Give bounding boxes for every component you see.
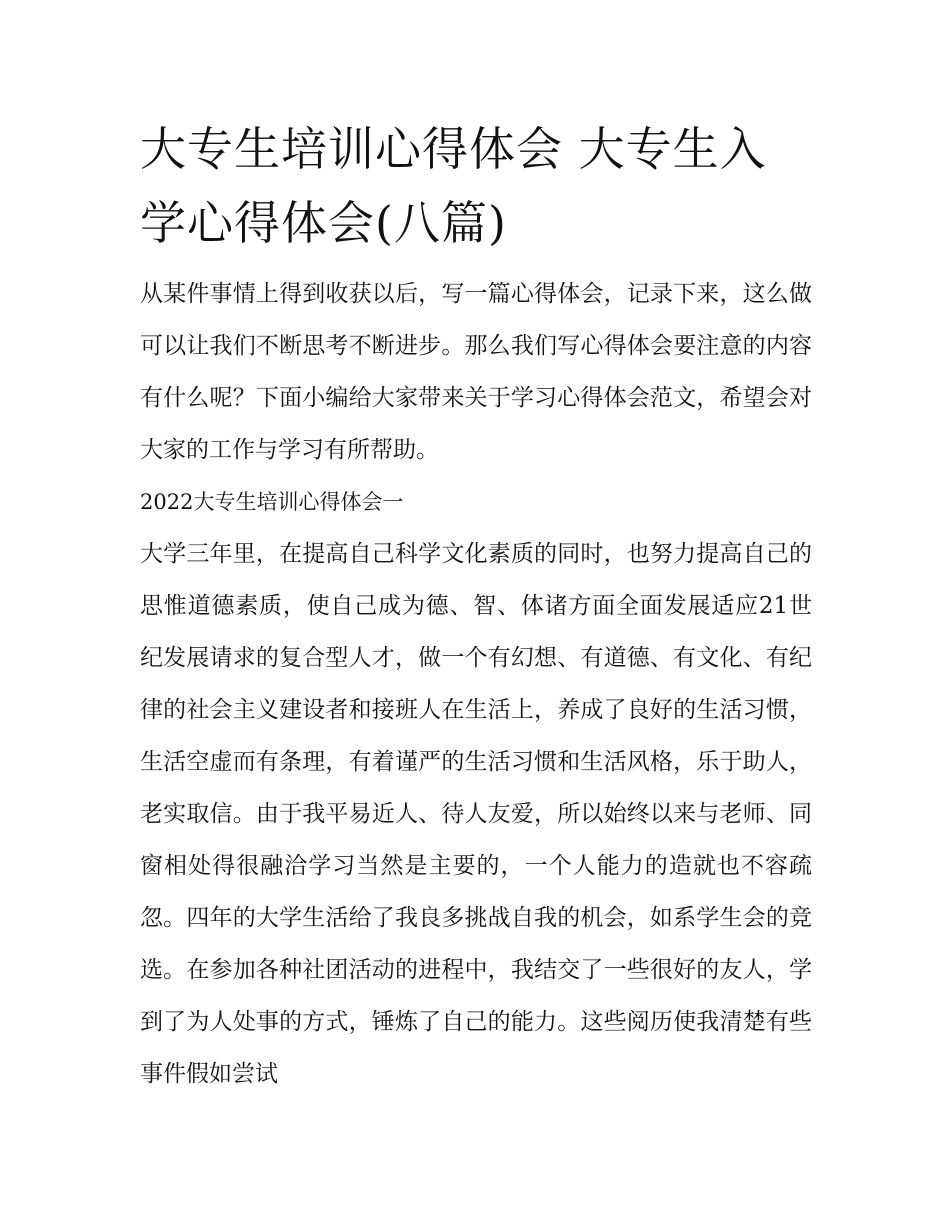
document-page bbox=[140, 112, 812, 1100]
section-heading: 2022大专生培训心得体会一 bbox=[140, 490, 404, 514]
intro-paragraph: 从某件事情上得到收获以后，写一篇心得体会，记录下来，这么做可以让我们不断思考不断进步。那么我们写心得体会要注意的内容有什么呢？下面小编给大家带来关于学习心得体会范文，希望会对大家的工作与学习有所帮助。 bbox=[140, 281, 812, 463]
section-body-paragraph: 大学三年里，在提高自己科学文化素质的同时，也努力提高自己的思惟道德素质，使自己成为德、智、体诸方面全面发展适应21世纪发展请求的复合型人才，做一个有幻想、有道德、有文化、有纪律的社会主义建设者和接班人在生活上，养成了良好的生活习惯，生活空虚而有条理，有着谨严的生活习惯和生活风格，乐于助人，老实取信。由于我平易近人、待人友爱，所以始终以来与老师、同窗相处得很融洽学习当然是主要的，一个人能力的造就也不容疏忽。四年的大学生活给了我良多挑战自我的机会，如系学生会的竞选。在参加各种社团活动的进程中，我结交了一些很好的友人，学到了为人处事的方式，锤炼了自己的能力。这些阅历使我清楚有些事件假如尝试 bbox=[140, 541, 812, 1087]
document-title: 大专生培训心得体会 大专生入学心得体会(八篇) bbox=[140, 122, 767, 250]
